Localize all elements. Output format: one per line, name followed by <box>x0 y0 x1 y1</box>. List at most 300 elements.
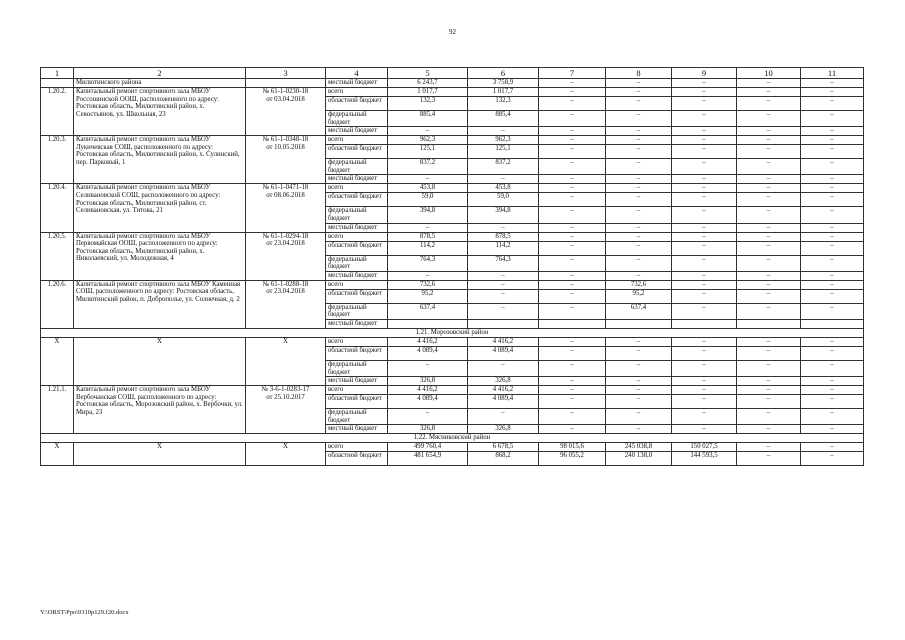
amount-cell <box>539 319 606 328</box>
amount-cell: 4 089,4 <box>468 346 539 360</box>
object-description: Капитальный ремонт спортивного зала МБОУ Селивановской СОШ, расположенного по адресу: Ростовская область, Милютинский район, ст. Селивановская, ул. Титова, 21 <box>74 184 246 232</box>
amount-cell: – <box>801 159 864 175</box>
amount-cell: – <box>801 425 864 434</box>
amount-cell: – <box>539 303 606 319</box>
amount-cell: – <box>801 443 864 452</box>
amount-cell: – <box>672 289 737 303</box>
amount-cell: – <box>468 271 539 280</box>
funding-source: местный бюджет <box>326 319 388 328</box>
amount-cell: – <box>801 175 864 184</box>
amount-cell: – <box>672 145 737 159</box>
funding-source: федеральный бюджет <box>326 303 388 319</box>
amount-cell: – <box>606 271 672 280</box>
amount-cell: 1 017,7 <box>388 88 468 97</box>
amount-cell: – <box>388 271 468 280</box>
amount-cell: – <box>801 360 864 376</box>
table-row <box>41 79 864 88</box>
amount-cell: 59,0 <box>468 193 539 207</box>
amount-cell: – <box>672 409 737 425</box>
amount-cell: – <box>737 232 801 241</box>
funding-source: местный бюджет <box>326 79 388 88</box>
amount-cell: – <box>606 175 672 184</box>
amount-cell: – <box>539 425 606 434</box>
amount-cell: 326,8 <box>468 425 539 434</box>
amount-cell: 6 678,5 <box>468 443 539 452</box>
amount-cell: – <box>801 395 864 409</box>
amount-cell: – <box>801 241 864 255</box>
object-description: Милютинского района <box>74 79 246 88</box>
amount-cell: – <box>737 443 801 452</box>
amount-cell: – <box>539 360 606 376</box>
funding-source: местный бюджет <box>326 175 388 184</box>
amount-cell: – <box>539 255 606 271</box>
expertise-document: № 61-1-0294-18 от 23.04.2018 <box>246 232 326 280</box>
amount-cell: 59,0 <box>388 193 468 207</box>
amount-cell: – <box>606 207 672 223</box>
amount-cell: 132,3 <box>388 97 468 111</box>
amount-cell: 732,6 <box>388 280 468 289</box>
funding-source: всего <box>326 88 388 97</box>
amount-cell: – <box>672 184 737 193</box>
amount-cell: – <box>672 346 737 360</box>
amount-cell: 96 055,2 <box>539 452 606 466</box>
amount-cell: – <box>737 207 801 223</box>
amount-cell: – <box>672 386 737 395</box>
amount-cell: – <box>801 97 864 111</box>
amount-cell: – <box>606 241 672 255</box>
amount-cell: – <box>737 159 801 175</box>
amount-cell: – <box>468 360 539 376</box>
object-id: 1.20.2. <box>41 88 74 136</box>
amount-cell: 878,5 <box>388 232 468 241</box>
amount-cell: – <box>801 409 864 425</box>
object-id: 1.20.3. <box>41 136 74 184</box>
amount-cell: – <box>606 395 672 409</box>
amount-cell: – <box>801 79 864 88</box>
object-id: 1.20.6. <box>41 280 74 328</box>
amount-cell: – <box>737 241 801 255</box>
amount-cell: – <box>606 232 672 241</box>
funding-source: областной бюджет <box>326 145 388 159</box>
section-title: 1.21. Морозовский район <box>41 328 864 337</box>
amount-cell: – <box>672 241 737 255</box>
funding-source: всего <box>326 184 388 193</box>
amount-cell: 4 416,2 <box>388 337 468 346</box>
amount-cell: 3 758,9 <box>468 79 539 88</box>
id-cell <box>41 79 74 88</box>
amount-cell: – <box>801 289 864 303</box>
amount-cell: – <box>539 395 606 409</box>
file-path-footer: Y:\ORST\Ppo\0310p129.f20.docx <box>40 609 129 616</box>
object-id: 1.20.4. <box>41 184 74 232</box>
amount-cell: – <box>801 303 864 319</box>
amount-cell: – <box>539 111 606 127</box>
amount-cell: 240 138,0 <box>606 452 672 466</box>
amount-cell: 114,2 <box>388 241 468 255</box>
amount-cell: 95,2 <box>606 289 672 303</box>
table-row <box>41 136 864 145</box>
amount-cell: 453,8 <box>388 184 468 193</box>
amount-cell: – <box>801 193 864 207</box>
amount-cell: – <box>672 175 737 184</box>
expertise-document: № 61-1-0348-18 от 10.05.2018 <box>246 136 326 184</box>
amount-cell: – <box>606 111 672 127</box>
amount-cell: 962,3 <box>468 136 539 145</box>
amount-cell: – <box>737 346 801 360</box>
amount-cell: – <box>388 409 468 425</box>
funding-source: областной бюджет <box>326 193 388 207</box>
object-description: Капитальный ремонт спортивного зала МБОУ Вербочанская СОШ, расположенного по адресу: Ростовская область, Морозовский район, х. Вербочки, ул. Мира, 23 <box>74 386 246 434</box>
amount-cell: – <box>737 88 801 97</box>
amount-cell: – <box>801 184 864 193</box>
funding-source: федеральный бюджет <box>326 360 388 376</box>
amount-cell: 114,2 <box>468 241 539 255</box>
amount-cell: – <box>606 145 672 159</box>
amount-cell: – <box>468 223 539 232</box>
amount-cell: – <box>468 175 539 184</box>
expertise-document: Х <box>246 337 326 385</box>
amount-cell: – <box>606 377 672 386</box>
column-header: 4 <box>326 68 388 79</box>
amount-cell: 132,3 <box>468 97 539 111</box>
amount-cell: 326,8 <box>388 425 468 434</box>
amount-cell: – <box>737 193 801 207</box>
amount-cell: – <box>737 360 801 376</box>
amount-cell: – <box>539 175 606 184</box>
amount-cell: – <box>539 127 606 136</box>
amount-cell: – <box>539 97 606 111</box>
object-id: 1.20.5. <box>41 232 74 280</box>
amount-cell: – <box>672 193 737 207</box>
amount-cell: 394,8 <box>388 207 468 223</box>
object-id: Х <box>41 443 74 466</box>
funding-source: всего <box>326 280 388 289</box>
column-header: 1 <box>41 68 74 79</box>
amount-cell: 885,4 <box>468 111 539 127</box>
object-description: Х <box>74 337 246 385</box>
amount-cell: – <box>737 111 801 127</box>
amount-cell: – <box>737 377 801 386</box>
funding-source: местный бюджет <box>326 127 388 136</box>
amount-cell: – <box>606 79 672 88</box>
amount-cell: – <box>539 232 606 241</box>
amount-cell <box>388 319 468 328</box>
table-row <box>41 443 864 452</box>
amount-cell: – <box>539 136 606 145</box>
expertise-document: Х <box>246 443 326 466</box>
header-row <box>41 68 864 79</box>
amount-cell: – <box>672 377 737 386</box>
funding-source: всего <box>326 386 388 395</box>
amount-cell: 878,5 <box>468 232 539 241</box>
amount-cell: – <box>801 255 864 271</box>
amount-cell: – <box>801 88 864 97</box>
funding-source: областной бюджет <box>326 395 388 409</box>
object-description: Капитальный ремонт спортивного зала МБОУ Лукичевская СОШ, расположенного по адресу: Ростовская область, Милютинский район, х. Сулинский, пер. Парковый, 1 <box>74 136 246 184</box>
section-row <box>41 328 864 337</box>
column-header: 10 <box>737 68 801 79</box>
amount-cell: – <box>672 136 737 145</box>
amount-cell: 1 017,7 <box>468 88 539 97</box>
amount-cell: – <box>672 111 737 127</box>
amount-cell: – <box>672 337 737 346</box>
amount-cell: – <box>801 271 864 280</box>
amount-cell <box>801 319 864 328</box>
amount-cell: – <box>539 386 606 395</box>
amount-cell: – <box>539 280 606 289</box>
amount-cell: 764,3 <box>388 255 468 271</box>
amount-cell: 150 027,5 <box>672 443 737 452</box>
amount-cell: 95,2 <box>388 289 468 303</box>
amount-cell: – <box>606 255 672 271</box>
section-title: 1.22. Мясниковский район <box>41 434 864 443</box>
amount-cell: – <box>801 346 864 360</box>
column-header: 5 <box>388 68 468 79</box>
expertise-document: № 61-1-0471-18 от 08.06.2018 <box>246 184 326 232</box>
object-description: Капитальный ремонт спортивного зала МБОУ Россошинской ООШ, расположенного по адресу: Ростовская область, Милютинский район, х. Севостьянов, ул. Школьная, 23 <box>74 88 246 136</box>
amount-cell: – <box>539 223 606 232</box>
amount-cell: – <box>801 111 864 127</box>
amount-cell: – <box>737 386 801 395</box>
table-row <box>41 280 864 289</box>
amount-cell: – <box>737 395 801 409</box>
amount-cell: – <box>801 377 864 386</box>
amount-cell: – <box>539 337 606 346</box>
amount-cell: – <box>737 409 801 425</box>
amount-cell: – <box>737 452 801 466</box>
document-cell <box>246 79 326 88</box>
amount-cell: – <box>606 223 672 232</box>
amount-cell: 125,1 <box>468 145 539 159</box>
amount-cell: – <box>539 79 606 88</box>
amount-cell: 4 416,2 <box>388 386 468 395</box>
amount-cell: – <box>801 337 864 346</box>
amount-cell: – <box>606 346 672 360</box>
funding-source: местный бюджет <box>326 271 388 280</box>
funding-source: федеральный бюджет <box>326 159 388 175</box>
amount-cell: 637,4 <box>606 303 672 319</box>
amount-cell: – <box>606 337 672 346</box>
object-description: Х <box>74 443 246 466</box>
table-row <box>41 184 864 193</box>
amount-cell: – <box>539 271 606 280</box>
funding-source: всего <box>326 337 388 346</box>
amount-cell: – <box>672 207 737 223</box>
amount-cell: – <box>672 280 737 289</box>
object-id: 1.21.1. <box>41 386 74 434</box>
amount-cell: 962,3 <box>388 136 468 145</box>
column-header: 3 <box>246 68 326 79</box>
amount-cell: 98 015,6 <box>539 443 606 452</box>
funding-source: областной бюджет <box>326 452 388 466</box>
amount-cell: – <box>737 271 801 280</box>
amount-cell: – <box>737 303 801 319</box>
funding-source: всего <box>326 136 388 145</box>
amount-cell: – <box>468 289 539 303</box>
amount-cell: 4 416,2 <box>468 337 539 346</box>
amount-cell: – <box>737 145 801 159</box>
amount-cell: – <box>801 207 864 223</box>
funding-source: федеральный бюджет <box>326 111 388 127</box>
amount-cell: – <box>801 127 864 136</box>
funding-source: областной бюджет <box>326 241 388 255</box>
amount-cell: – <box>737 280 801 289</box>
amount-cell: – <box>468 409 539 425</box>
amount-cell: – <box>737 255 801 271</box>
amount-cell: – <box>539 289 606 303</box>
amount-cell: – <box>539 377 606 386</box>
table-row <box>41 386 864 395</box>
column-header: 11 <box>801 68 864 79</box>
funding-source: всего <box>326 443 388 452</box>
funding-source: федеральный бюджет <box>326 255 388 271</box>
amount-cell: – <box>737 175 801 184</box>
amount-cell: 144 593,5 <box>672 452 737 466</box>
budget-table <box>40 67 864 466</box>
column-header: 9 <box>672 68 737 79</box>
amount-cell: – <box>606 136 672 145</box>
amount-cell: – <box>539 88 606 97</box>
amount-cell: – <box>606 360 672 376</box>
amount-cell: – <box>468 280 539 289</box>
page-number: 92 <box>449 28 456 36</box>
amount-cell: – <box>606 193 672 207</box>
amount-cell: 394,8 <box>468 207 539 223</box>
column-header: 2 <box>74 68 246 79</box>
amount-cell: 837,2 <box>468 159 539 175</box>
amount-cell: 453,8 <box>468 184 539 193</box>
funding-source: местный бюджет <box>326 425 388 434</box>
amount-cell: – <box>606 184 672 193</box>
amount-cell: – <box>672 79 737 88</box>
amount-cell: – <box>539 207 606 223</box>
amount-cell <box>737 319 801 328</box>
amount-cell: – <box>539 241 606 255</box>
object-description: Капитальный ремонт спортивного зала МБОУ Первомайская ООШ, расположенного по адресу: Ростовская область, Милютинский район, х. Николаевский, ул. Молодежная, 4 <box>74 232 246 280</box>
amount-cell: – <box>606 409 672 425</box>
amount-cell: 4 089,4 <box>388 395 468 409</box>
funding-source: всего <box>326 232 388 241</box>
amount-cell: – <box>672 303 737 319</box>
object-description: Капитальный ремонт спортивного зала МБОУ Каменная СОШ, расположенного по адресу: Ростовская область, Милютинский район, п. Доброполье, ул. Солнечная, д. 2 <box>74 280 246 328</box>
amount-cell: 868,2 <box>468 452 539 466</box>
amount-cell: – <box>672 232 737 241</box>
column-header: 8 <box>606 68 672 79</box>
amount-cell: – <box>737 79 801 88</box>
expertise-document: № 3-6-1-0283-17 от 25.10.2017 <box>246 386 326 434</box>
table-row <box>41 88 864 97</box>
amount-cell: – <box>737 127 801 136</box>
amount-cell: 481 654,9 <box>388 452 468 466</box>
amount-cell: – <box>468 127 539 136</box>
amount-cell: 764,3 <box>468 255 539 271</box>
amount-cell: 326,8 <box>388 377 468 386</box>
amount-cell: – <box>801 386 864 395</box>
amount-cell: – <box>801 280 864 289</box>
funding-source: местный бюджет <box>326 223 388 232</box>
funding-source: федеральный бюджет <box>326 207 388 223</box>
amount-cell: – <box>606 159 672 175</box>
amount-cell: – <box>801 223 864 232</box>
amount-cell: 637,4 <box>388 303 468 319</box>
amount-cell: 6 243,7 <box>388 79 468 88</box>
amount-cell: – <box>737 136 801 145</box>
amount-cell: – <box>672 88 737 97</box>
amount-cell <box>606 319 672 328</box>
column-header: 6 <box>468 68 539 79</box>
amount-cell: 499 760,4 <box>388 443 468 452</box>
amount-cell: 885,4 <box>388 111 468 127</box>
funding-source: местный бюджет <box>326 377 388 386</box>
amount-cell: – <box>539 409 606 425</box>
amount-cell: – <box>672 255 737 271</box>
amount-cell: – <box>737 425 801 434</box>
amount-cell: – <box>606 425 672 434</box>
section-row <box>41 434 864 443</box>
amount-cell: – <box>539 193 606 207</box>
amount-cell: 245 038,8 <box>606 443 672 452</box>
amount-cell: – <box>737 97 801 111</box>
amount-cell: – <box>737 337 801 346</box>
expertise-document: № 61-1-0288-18 от 23.04.2018 <box>246 280 326 328</box>
funding-source: областной бюджет <box>326 346 388 360</box>
amount-cell: – <box>606 127 672 136</box>
amount-cell: – <box>539 184 606 193</box>
amount-cell: 837,2 <box>388 159 468 175</box>
amount-cell <box>672 319 737 328</box>
amount-cell: 326,8 <box>468 377 539 386</box>
funding-source: областной бюджет <box>326 289 388 303</box>
amount-cell: – <box>801 145 864 159</box>
amount-cell: – <box>672 127 737 136</box>
amount-cell: 4 089,4 <box>388 346 468 360</box>
amount-cell <box>468 319 539 328</box>
amount-cell: – <box>672 360 737 376</box>
amount-cell: – <box>388 175 468 184</box>
funding-source: областной бюджет <box>326 97 388 111</box>
amount-cell: – <box>468 303 539 319</box>
amount-cell: – <box>388 223 468 232</box>
amount-cell: – <box>672 425 737 434</box>
amount-cell: 732,6 <box>606 280 672 289</box>
amount-cell: – <box>672 395 737 409</box>
object-id: Х <box>41 337 74 385</box>
amount-cell: – <box>539 145 606 159</box>
amount-cell: 125,1 <box>388 145 468 159</box>
table-row <box>41 337 864 346</box>
amount-cell: – <box>672 223 737 232</box>
expertise-document: № 61-1-0230-18 от 03.04.2018 <box>246 88 326 136</box>
amount-cell: – <box>672 97 737 111</box>
amount-cell: – <box>606 88 672 97</box>
amount-cell: – <box>801 452 864 466</box>
amount-cell: – <box>388 360 468 376</box>
table-row <box>41 232 864 241</box>
amount-cell: – <box>539 159 606 175</box>
funding-source: федеральный бюджет <box>326 409 388 425</box>
amount-cell: – <box>606 386 672 395</box>
amount-cell: 4 089,4 <box>468 395 539 409</box>
amount-cell: 4 416,2 <box>468 386 539 395</box>
amount-cell: – <box>672 159 737 175</box>
amount-cell: – <box>672 271 737 280</box>
amount-cell: – <box>801 136 864 145</box>
amount-cell: – <box>737 223 801 232</box>
amount-cell: – <box>539 346 606 360</box>
amount-cell: – <box>388 127 468 136</box>
amount-cell: – <box>606 97 672 111</box>
amount-cell: – <box>737 289 801 303</box>
